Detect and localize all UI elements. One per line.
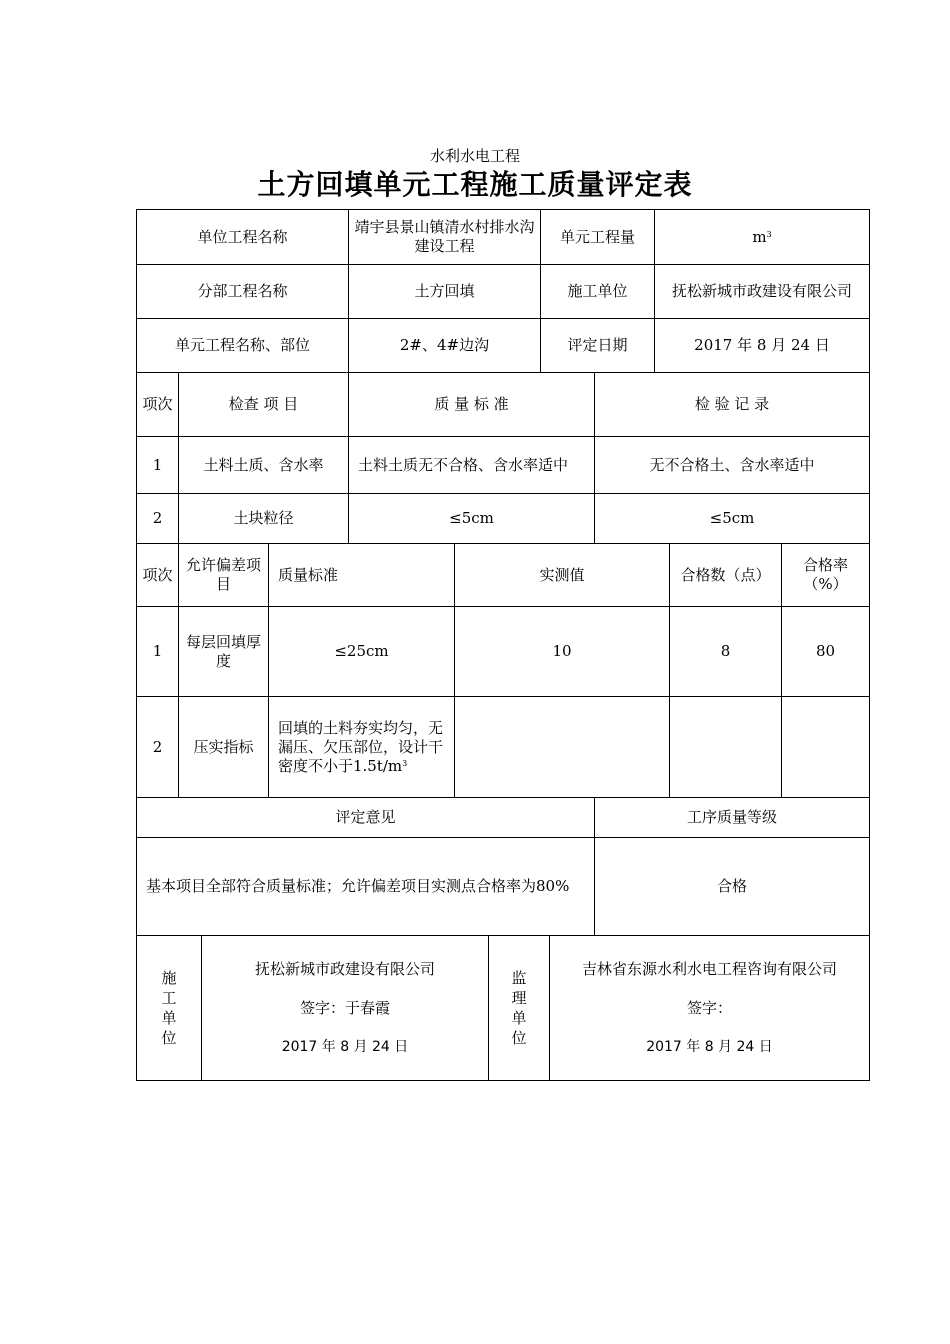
tolerance-col-standard: 质量标准 xyxy=(269,544,455,607)
tolerance-row-item: 每层回填厚度 xyxy=(179,607,269,697)
inspection-row-item: 土块粒径 xyxy=(179,494,349,544)
division-label: 分部工程名称 xyxy=(137,265,349,319)
inspection-row-standard: ≤5cm xyxy=(349,494,595,544)
inspection-table xyxy=(136,372,870,544)
construction-signature: 签字：于春霞 xyxy=(299,998,390,1017)
supervision-date: 2017 年 8 月 24 日 xyxy=(646,1038,773,1055)
tolerance-row-standard: ≤25cm xyxy=(269,607,455,697)
construction-company: 抚松新城市政建设有限公司 xyxy=(254,959,435,978)
tolerance-col-measured: 实测值 xyxy=(455,544,670,607)
supervision-unit-label xyxy=(489,936,550,1081)
opinion-value: 基本项目全部符合质量标准；允许偏差项目实测点合格率为80% xyxy=(137,838,595,936)
quantity-unit: m xyxy=(752,227,767,246)
table-row xyxy=(137,494,870,544)
inspection-col-record: 检 验 记 录 xyxy=(595,373,870,437)
table-row xyxy=(137,697,870,798)
grade-value: 合格 xyxy=(595,838,870,936)
signature-table xyxy=(136,935,870,1081)
project-info-table xyxy=(136,209,870,373)
tolerance-col-pass-rate: 合格率（%） xyxy=(782,544,870,607)
construction-signature-cell xyxy=(202,936,489,1081)
tolerance-row-pass-rate xyxy=(782,697,870,798)
eval-date-value: 2017 年 8 月 24 日 xyxy=(655,319,870,373)
tolerance-row-no: 2 xyxy=(137,697,179,798)
inspection-row-no: 1 xyxy=(137,437,179,494)
grade-label: 工序质量等级 xyxy=(595,798,870,838)
construction-unit-label xyxy=(137,936,202,1081)
element-name-value: 2#、4#边沟 xyxy=(349,319,541,373)
supervision-signature-cell xyxy=(550,936,870,1081)
element-name-label: 单元工程名称、部位 xyxy=(137,319,349,373)
unit-project-label: 单位工程名称 xyxy=(137,210,349,265)
inspection-row-standard: 土料土质无不合格、含水率适中 xyxy=(349,437,595,494)
table-row xyxy=(137,607,870,697)
eval-date-label: 评定日期 xyxy=(541,319,655,373)
opinion-label: 评定意见 xyxy=(137,798,595,838)
supervision-company: 吉林省东源水利水电工程咨询有限公司 xyxy=(581,959,837,978)
tolerance-row-pass-count: 8 xyxy=(670,607,782,697)
element-quantity-value xyxy=(655,210,870,265)
tolerance-row-pass-rate: 80 xyxy=(782,607,870,697)
evaluation-table xyxy=(136,797,870,936)
construction-unit-label-text: 施工单位 xyxy=(161,969,177,1047)
inspection-col-standard: 质 量 标 准 xyxy=(349,373,595,437)
inspection-row-item: 土料土质、含水率 xyxy=(179,437,349,494)
tolerance-table xyxy=(136,543,870,798)
table-row xyxy=(137,437,870,494)
tolerance-row-item: 压实指标 xyxy=(179,697,269,798)
tolerance-row-measured: 10 xyxy=(455,607,670,697)
division-value: 土方回填 xyxy=(349,265,541,319)
document-subtitle: 水利水电工程 xyxy=(429,147,520,165)
tolerance-row-no: 1 xyxy=(137,607,179,697)
tolerance-col-no: 项次 xyxy=(137,544,179,607)
tolerance-col-item: 允许偏差项 目 xyxy=(179,544,269,607)
inspection-col-no: 项次 xyxy=(137,373,179,437)
inspection-row-no: 2 xyxy=(137,494,179,544)
construction-date: 2017 年 8 月 24 日 xyxy=(281,1038,409,1055)
inspection-col-item: 检查 项 目 xyxy=(179,373,349,437)
tolerance-row-measured xyxy=(455,697,670,798)
contractor-label: 施工单位 xyxy=(541,265,655,319)
tolerance-col-pass-count: 合格数（点） xyxy=(670,544,782,607)
element-quantity-label: 单元工程量 xyxy=(541,210,655,265)
quantity-unit-superscript: 3 xyxy=(766,229,772,239)
document-title: 土方回填单元工程施工质量评定表 xyxy=(257,168,693,201)
tolerance-standard-text: 回填的土料夯实均匀，无漏压、欠压部位，设计干密度不小于1.5t/m xyxy=(278,718,444,775)
supervision-signature: 签字： xyxy=(686,998,732,1017)
supervision-unit-label-text: 监理单位 xyxy=(511,969,527,1047)
contractor-value: 抚松新城市政建设有限公司 xyxy=(655,265,870,319)
density-unit-superscript: 3 xyxy=(402,758,408,768)
tolerance-row-standard xyxy=(269,697,455,798)
inspection-row-record: ≤5cm xyxy=(595,494,870,544)
tolerance-row-pass-count xyxy=(670,697,782,798)
unit-project-value: 靖宇县景山镇清水村排水沟建设工程 xyxy=(349,210,541,265)
inspection-row-record: 无不合格土、含水率适中 xyxy=(595,437,870,494)
